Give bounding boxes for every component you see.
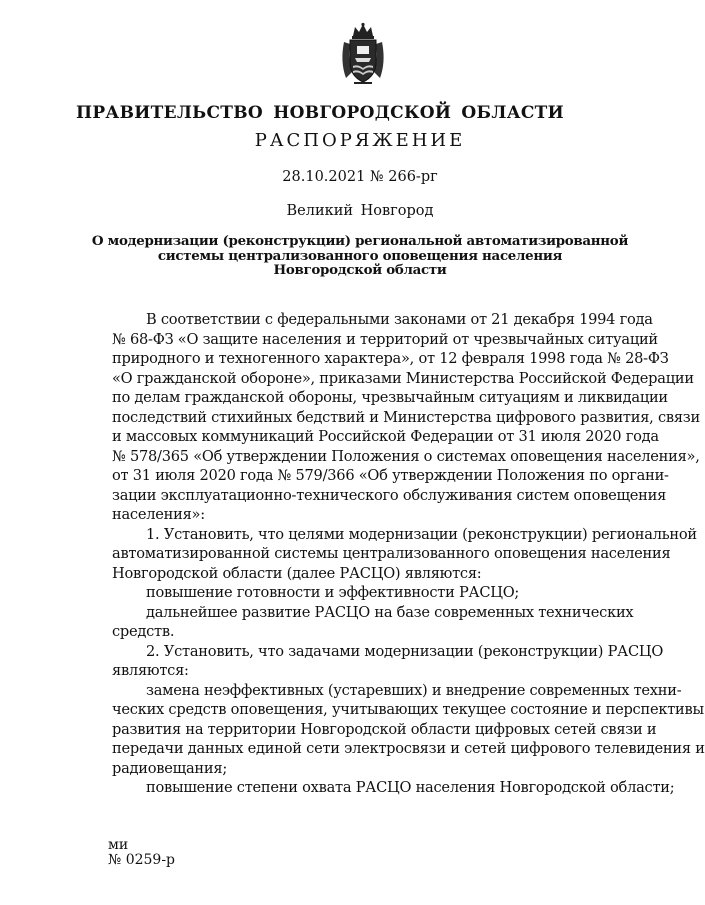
document-subject [0,234,640,278]
body-line: 1. Установить, что целями модернизации (реконструкции) региональной [146,525,697,543]
body-line: В соответствии с федеральными законами от 21 декабря 1994 года [146,311,653,328]
body-line: повышение готовности и эффективности РАСЦО; [146,584,520,601]
document-type: РАСПОРЯЖЕНИЕ [254,130,466,151]
subject-line: О модернизации (реконструкции) региональной автоматизированной [91,233,629,249]
subject-line: Новгородской области [273,262,447,278]
document-footer [108,838,175,868]
body-line: повышение степени охвата РАСЦО населения Новгородской области; [146,779,675,796]
body-line: природного и техногенного характера», от 12 февраля 1998 года № 28-ФЗ [112,350,669,367]
body-line: и массовых коммуникаций Российской Федерации от 31 июля 2020 года [112,428,659,445]
body-line: зации эксплуатационно-технического обслуживания систем оповещения [112,486,667,504]
footer-initials: ми [108,837,129,853]
body-line: № 68-ФЗ «О защите населения и территорий от чрезвычайных ситуаций [112,330,658,348]
body-line: № 578/365 «Об утверждении Положения о системах оповещения населения», [112,447,700,465]
body-line: населения»: [112,506,205,523]
government-title: ПРАВИТЕЛЬСТВО НОВГОРОДСКОЙ ОБЛАСТИ [76,103,564,123]
body-line: «О гражданской обороне», приказами Министерства Российской Федерации [112,369,694,387]
document-date-number: 28.10.2021 № 266-рг [282,169,438,185]
body-line: 2. Установить, что задачами модернизации (реконструкции) РАСЦО [146,642,664,660]
body-line: автоматизированной системы централизованного оповещения населения [112,545,671,562]
body-line: Новгородской области (далее РАСЦО) являются: [112,564,482,582]
body-line: радиовещания; [112,759,227,777]
body-line: замена неэффективных (устаревших) и внедрение современных техни- [146,681,682,699]
body-line: по делам гражданской обороны, чрезвычайным ситуациям и ликвидации [112,389,668,406]
body-line: ческих средств оповещения, учитывающих текущее состояние и перспективы [112,701,704,718]
document-body [112,310,705,798]
footer-reg-number: № 0259-р [108,852,176,868]
body-line: последствий стихийных бедствий и Министерства цифрового развития, связи [112,408,700,426]
body-line: развития на территории Новгородской области цифровых сетей связи и [112,720,657,738]
document-place: Великий Новгород [286,203,434,219]
subject-line: системы централизованного оповещения населения [157,247,563,264]
body-line: от 31 июля 2020 года № 579/366 «Об утверждении Положения по органи- [112,467,669,484]
novgorod-coat-of-arms-icon [338,22,388,86]
body-line: являются: [112,662,189,679]
body-line: передачи данных единой сети электросвязи и сетей цифрового телевидения и [112,740,705,757]
body-line: дальнейшее развитие РАСЦО на базе современных технических [146,603,634,621]
body-line: средств. [112,623,175,640]
